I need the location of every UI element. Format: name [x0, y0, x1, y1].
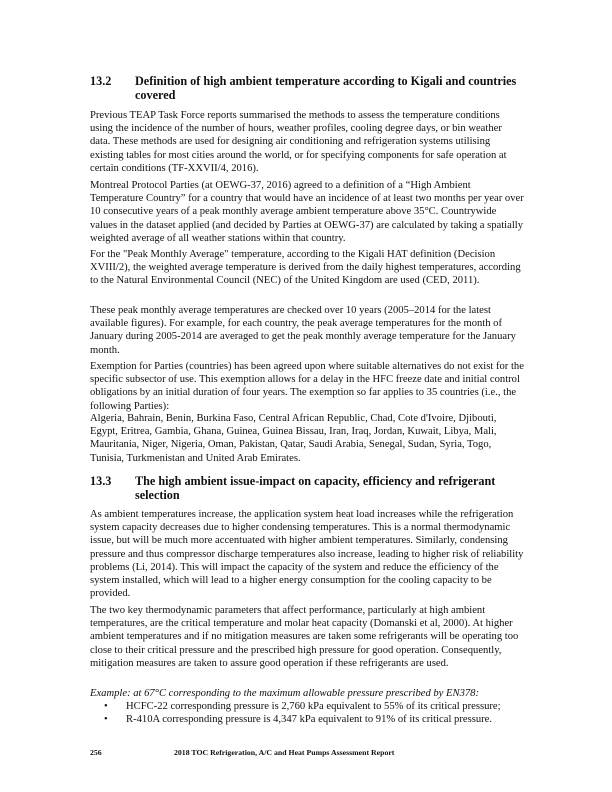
list-item [90, 713, 524, 726]
bullet-text: R-410A corresponding pressure is 4,347 kPa equivalent to 91% of its critical pressure. [126, 714, 492, 726]
example-bullet-list [90, 700, 524, 726]
section-title: Definition of high ambient temperature according to Kigali and countries covered [135, 74, 517, 102]
bullet-icon: • [104, 714, 108, 726]
paragraph-thermodynamic-parameters: The two key thermodynamic parameters that affect performance, particularly at high ambient temperatures, are the critical temperature and molar heat capacity (Domanski et al, 2000). At higher ambient temperatures and if no mitigation measures are taken some refrigerants will be operating too close to their critical pressure and the prescribed high pressure for good operation. Consequently, mitigation measures are taken to assure good operation if these refrigerants are used. [90, 605, 519, 669]
report-title: 2018 TOC Refrigeration, A/C and Heat Pumps Assessment Report [174, 748, 395, 757]
section-title: The high ambient issue-impact on capacity, efficiency and refrigerant selection [135, 474, 496, 502]
section-number: 13.3 [90, 474, 112, 488]
example-intro: Example: at 67°C corresponding to the maximum allowable pressure prescribed by EN378: [90, 688, 479, 699]
list-item [90, 700, 524, 713]
paragraph-ambient-increase: As ambient temperatures increase, the application system heat load increases while the refrigeration system capacity decreases due to higher condensing temperatures. This is a normal thermodynamic issue, but will be much more accentuated with higher ambient temperatures. Similarly, condensing pressure and thus compressor discharge temperatures also increase, leading to higher risk of reliability problems (Li, 2014). This will impact the capacity of the system and reduce the efficiency of the system installed, which will lead to a higher energy consumption for the cooling capacity to be provided. [90, 509, 524, 600]
bullet-icon: • [104, 701, 108, 712]
page-number: 256 [90, 748, 102, 757]
paragraph-ten-year-check: These peak monthly average temperatures are checked over 10 years (2005–2014 for the latest available figures). For example, for each country, the peak average temperatures for the month of January during 2005-2014 are averaged to get the peak monthly average temperature for the January month. [90, 305, 516, 356]
paragraph-peak-monthly-average: For the "Peak Monthly Average" temperature, according to the Kigali HAT definition (Decision XVIII/2), the weighted average temperature is derived from the daily highest temperatures, according to the Natural Environmental Council (NEC) of the United Kingdom are used (CED, 2011). [90, 249, 521, 287]
paragraph-previous-teap: Previous TEAP Task Force reports summarised the methods to assess the temperature conditions using the incidence of the number of hours, weather profiles, cooling degree days, or bin weather data. These methods are used for designing air conditioning and refrigeration systems utilising existing tables for most cities around the world, or for specifying components for safe operation at certain conditions (TF-XXVII/4, 2016). [90, 110, 507, 174]
paragraph-montreal-protocol: Montreal Protocol Parties (at OEWG-37, 2016) agreed to a definition of a “High Ambient Temperature Country” for a country that would have an incidence of at least two months per year over 10 consecutive years of a peak monthly average ambient temperature above 35°C. Countrywide values in the dataset applied (and decided by Parties at OEWG-37) are calculated by taking a spatially weighted average of all weather stations within that country. [90, 180, 524, 244]
section-number: 13.2 [90, 74, 112, 88]
paragraph-country-list: Algeria, Bahrain, Benin, Burkina Faso, Central African Republic, Chad, Cote d'Ivoire, Djibouti, Egypt, Eritrea, Gambia, Ghana, Guinea, Guinea Bissau, Iran, Iraq, Jordan, Kuwait, Libya, Mali, Mauritania, Niger, Nigeria, Oman, Pakistan, Qatar, Saudi Arabia, Senegal, Sudan, Syria, Togo, Tunisia, Turkmenistan and United Arab Emirates. [90, 413, 497, 464]
paragraph-exemption: Exemption for Parties (countries) has been agreed upon where suitable alternatives do not exist for the specific subsector of use. This exemption allows for a delay in the HFC freeze date and initial control obligations by an initial duration of four years. The exemption so far applies to 35 countries (i.e., the following Parties): [90, 361, 524, 412]
bullet-text: HCFC-22 corresponding pressure is 2,760 kPa equivalent to 55% of its critical pressure; [126, 701, 501, 712]
